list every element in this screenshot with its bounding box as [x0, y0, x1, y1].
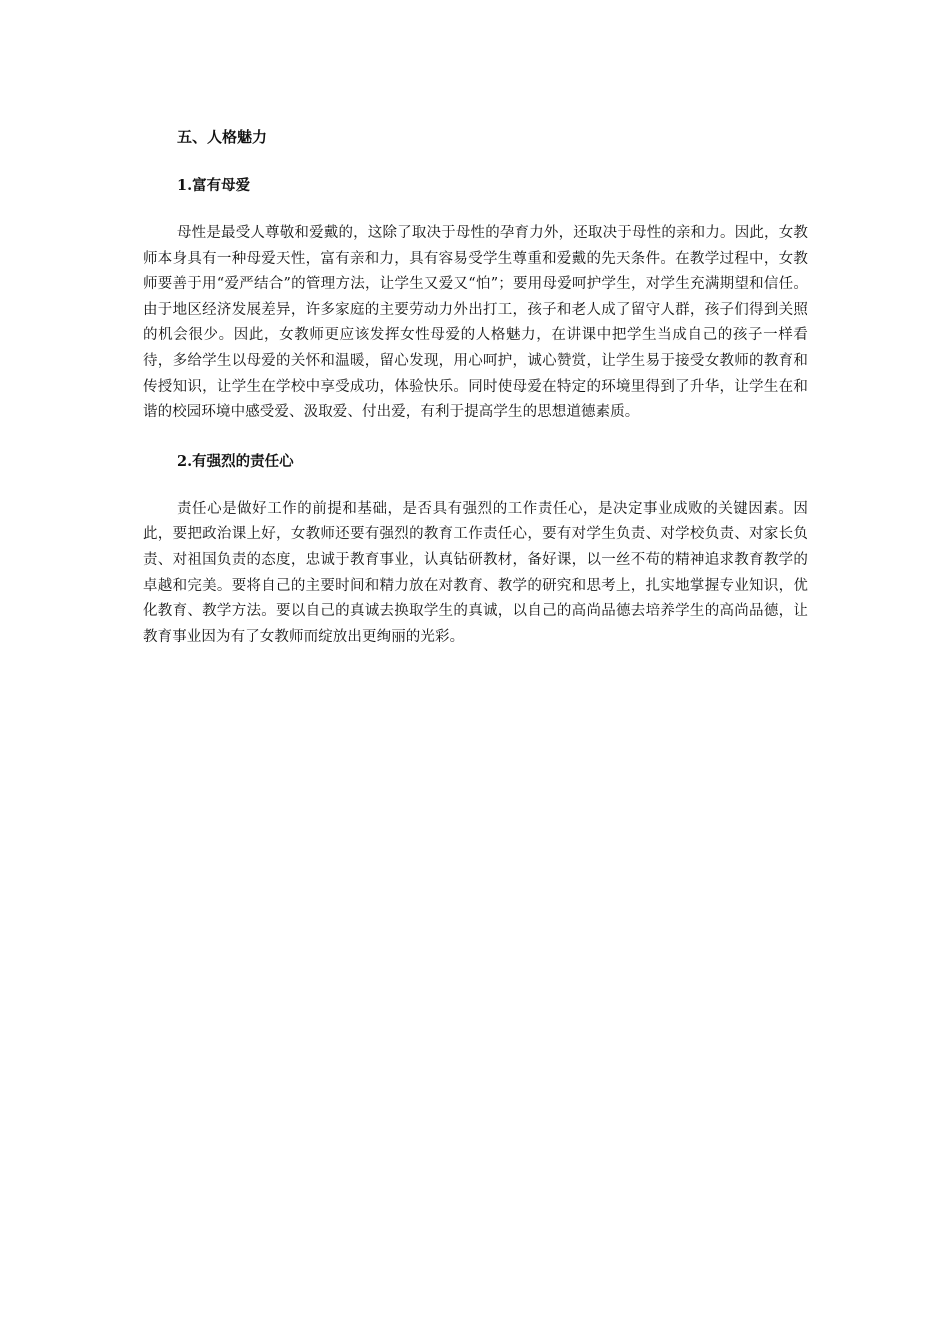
- paragraph-mother-love: 母性是最受人尊敬和爱戴的，这除了取决于母性的孕育力外，还取决于母性的亲和力。因此，女教师本身具有一种母爱天性，富有亲和力，具有容易受学生尊重和爱戴的先天条件。在教学过程中，女教师要善于用“爱严结合”的管理方法，让学生又爱又“怕”；要用母爱呵护学生，对学生充满期望和信任。由于地区经济发展差异，许多家庭的主要劳动力外出打工，孩子和老人成了留守人群，孩子们得到关照的机会很少。因此，女教师更应该发挥女性母爱的人格魅力，在讲课中把学生当成自己的孩子一样看待，多给学生以母爱的关怀和温暖，留心发现，用心呵护，诚心赞赏，让学生易于接受女教师的教育和传授知识，让学生在学校中享受成功，体验快乐。同时使母爱在特定的环境里得到了升华，让学生在和谐的校园环境中感受爱、汲取爱、付出爱，有利于提高学生的思想道德素质。: [143, 225, 808, 421]
- paragraph-responsibility: 责任心是做好工作的前提和基础，是否具有强烈的工作责任心，是决定事业成败的关键因素。因此，要把政治课上好，女教师还要有强烈的教育工作责任心，要有对学生负责、对学校负责、对家长负责、对祖国负责的态度，忠诚于教育事业，认真钻研教材，备好课，以一丝不苟的精神追求教育教学的卓越和完美。要将自己的主要时间和精力放在对教育、教学的研究和思考上，扎实地掌握专业知识，优化教育、教学方法。要以自己的真诚去换取学生的真诚，以自己的高尚品德去培养学生的高尚品德，让教育事业因为有了女教师而绽放出更绚丽的光彩。: [143, 500, 808, 645]
- subsection-heading-responsibility: 2.有强烈的责任心: [177, 452, 294, 470]
- section-title: 五、人格魅力: [177, 128, 268, 146]
- subsection-heading-mother-love: 1.富有母爱: [177, 177, 251, 194]
- document-content: [143, 124, 808, 650]
